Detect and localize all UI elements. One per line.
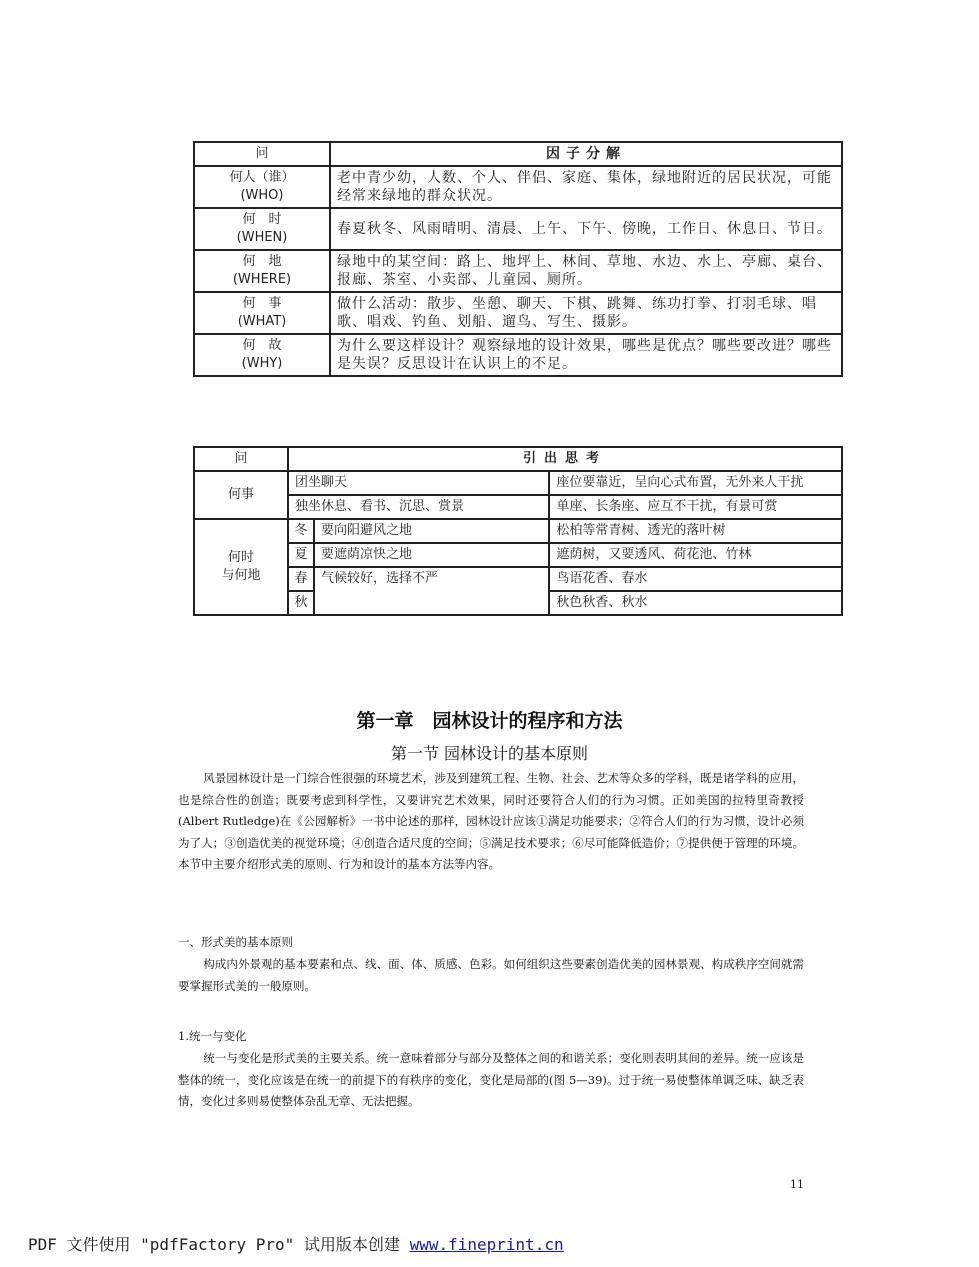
thought-cell: 鸟语花香、春水 — [549, 567, 842, 591]
table-row — [194, 292, 842, 334]
season-cell: 冬 — [288, 519, 314, 543]
question-english: (WHAT) — [237, 314, 287, 329]
where-label: 与何地 — [221, 568, 261, 583]
chapter-title: 第一章 园林设计的程序和方法 — [356, 710, 623, 732]
table-row — [194, 495, 842, 519]
question-cell — [194, 334, 330, 376]
question-label: 何 故 — [242, 338, 282, 353]
factor-table — [193, 141, 843, 377]
question-cell — [194, 166, 330, 208]
place-cell: 气候较好，选择不严 — [314, 567, 549, 615]
table-row — [194, 543, 842, 567]
table-header-row — [194, 142, 842, 166]
question-english: (WHY) — [241, 356, 283, 371]
thought-cell: 秋色秋香、秋水 — [549, 591, 842, 615]
season-cell: 春 — [288, 567, 314, 591]
place-cell: 要遮荫凉快之地 — [314, 543, 549, 567]
table-row — [194, 519, 842, 543]
season-cell: 秋 — [288, 591, 314, 615]
what-label-cell: 何事 — [194, 471, 288, 519]
question-label: 何 事 — [242, 296, 282, 311]
table-row — [194, 166, 842, 208]
question-label: 何 时 — [242, 212, 282, 227]
thought-cell: 座位要靠近，呈向心式布置，无外来人干扰 — [549, 471, 842, 495]
answer-cell: 春夏秋冬、风雨晴明、清晨、上午、下午、傍晚，工作日、休息日、节日。 — [330, 208, 842, 250]
table-row — [194, 334, 842, 376]
table-row — [194, 471, 842, 495]
question-cell — [194, 292, 330, 334]
table-row — [194, 567, 842, 591]
question-cell — [194, 250, 330, 292]
season-cell: 夏 — [288, 543, 314, 567]
answer-cell: 绿地中的某空间：路上、地坪上、林间、草地、水边、水上、亭廊、桌台、报廊、茶室、小卖部、儿童园、厕所。 — [330, 250, 842, 292]
question-english: (WHEN) — [236, 230, 288, 245]
answer-cell: 做什么活动：散步、坐憩、聊天、下棋、跳舞、练功打拳、打羽毛球、唱歌、唱戏、钓鱼、划船、遛鸟、写生、摄影。 — [330, 292, 842, 334]
question-english: (WHERE) — [232, 272, 292, 287]
footer-link[interactable]: www.fineprint.cn — [409, 1235, 564, 1254]
table-row — [194, 208, 842, 250]
question-english: (WHO) — [240, 188, 284, 203]
page-number: 11 — [790, 1178, 804, 1191]
activity-cell: 独坐休息、看书、沉思、赏景 — [288, 495, 549, 519]
paragraph-unity-variety: 统一与变化是形式美的主要关系。统一意味着部分与部分及整体之间的和谐关系；变化则表明其间的差异。统一应该是整体的统一，变化应该是在统一的前提下的有秩序的变化，变化是局部的(图 5—39)。过于统一易使整体单调乏味、缺乏表情，变化过多则易使整体杂乱无章、无法把握。 — [178, 1051, 804, 1108]
thinking-table — [193, 446, 843, 616]
table-header-answer: 引出思考 — [288, 447, 842, 471]
place-cell: 要向阳避风之地 — [314, 519, 549, 543]
question-label: 何人（谁） — [229, 170, 295, 185]
when-label: 何时 — [227, 550, 254, 565]
table-row — [194, 250, 842, 292]
pdf-footer — [28, 1232, 564, 1255]
table-header-answer: 因子分解 — [330, 142, 842, 166]
heading-form-beauty: 一、形式美的基本原则 — [178, 935, 293, 949]
intro-paragraph: 风景园林设计是一门综合性很强的环境艺术，涉及到建筑工程、生物、社会、艺术等众多的学科，既是诸学科的应用，也是综合性的创造；既要考虑到科学性，又要讲究艺术效果，同时还要符合人们的行为习惯。正如美国的拉特里奇教授(Albert Rutledge)在《公园解析》一书中论述的那样，园林设计应该①满足功能要求；②符合人们的行为习惯，设计必须为了人；③创造优美的视觉环境；④创造合适尺度的空间；⑤满足技术要求；⑥尽可能降低造价；⑦提供便于管理的环境。本节中主要介绍形式美的原则、行为和设计的基本方法等内容。 — [178, 771, 804, 871]
question-cell — [194, 208, 330, 250]
footer-text: PDF 文件使用 "pdfFactory Pro" 试用版本创建 — [28, 1235, 410, 1254]
table-header-question: 问 — [194, 142, 330, 166]
table-header-question: 问 — [194, 447, 288, 471]
section-title: 第一节 园林设计的基本原则 — [390, 744, 589, 763]
answer-cell: 为什么要这样设计？观察绿地的设计效果，哪些是优点？哪些要改进？哪些是失误？反思设计在认识上的不足。 — [330, 334, 842, 376]
when-where-label-cell — [194, 519, 288, 615]
activity-cell: 团坐聊天 — [288, 471, 549, 495]
thought-cell: 单座、长条座、应互不干扰，有景可赏 — [549, 495, 842, 519]
question-label: 何 地 — [242, 254, 282, 269]
table-header-row — [194, 447, 842, 471]
paragraph-form-beauty: 构成内外景观的基本要素和点、线、面、体、质感、色彩。如何组织这些要素创造优美的园林景观、构成秩序空间就需要掌握形式美的一般原则。 — [178, 957, 804, 993]
answer-cell: 老中青少幼，人数、个人、伴侣、家庭、集体，绿地附近的居民状况，可能经常来绿地的群众状况。 — [330, 166, 842, 208]
thought-cell: 遮荫树，又要透风、荷花池、竹林 — [549, 543, 842, 567]
heading-unity-variety: 1.统一与变化 — [178, 1029, 247, 1043]
thought-cell: 松柏等常青树、透光的落叶树 — [549, 519, 842, 543]
